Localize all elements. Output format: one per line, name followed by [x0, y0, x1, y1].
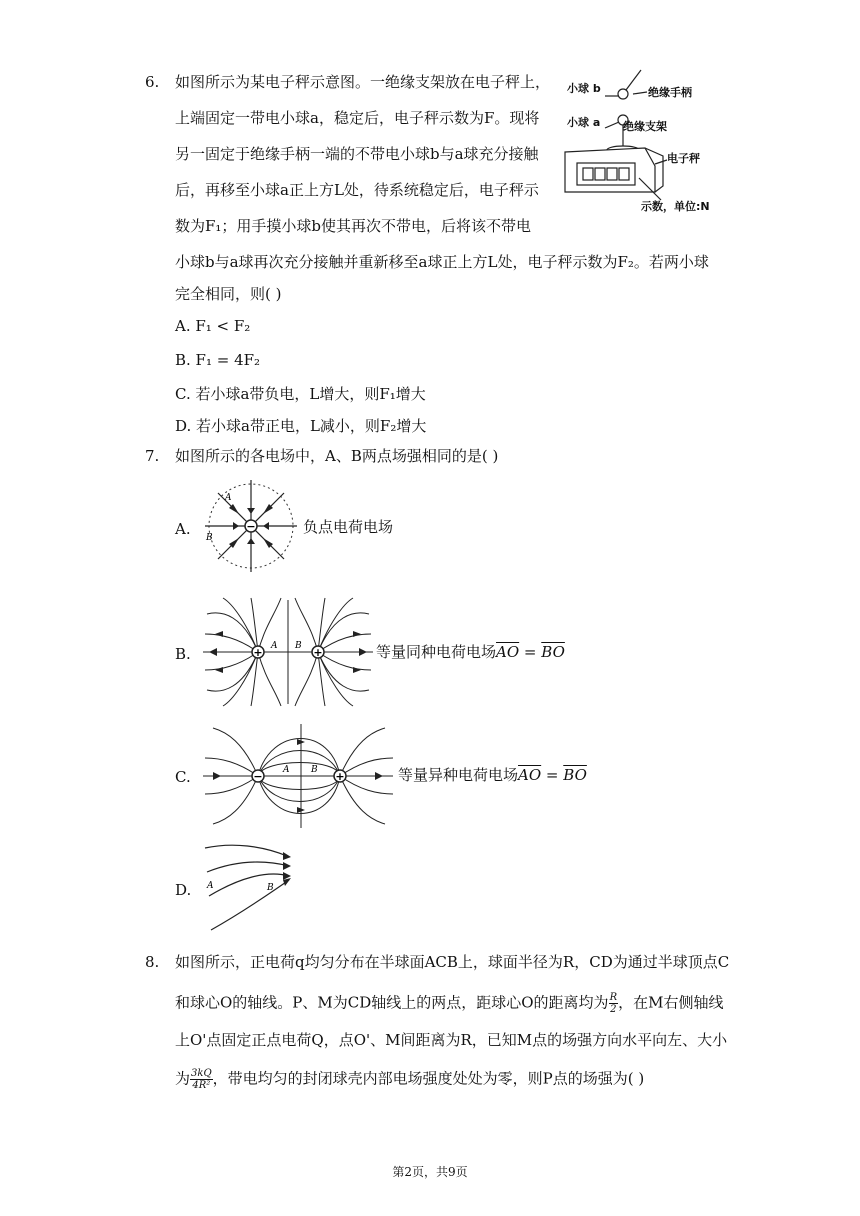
equals-sign: = — [541, 766, 564, 784]
overline-bo: $\overline{BO}$ — [541, 643, 565, 661]
point-a-label: A — [207, 881, 214, 891]
point-a-label: A — [225, 493, 232, 503]
plus-sign: + — [335, 770, 345, 783]
q6-line: 后，再移至小球a正上方L处，待系统稳定后，电子秤示 — [175, 181, 539, 199]
overline-bo: $\overline{BO}$ — [563, 766, 587, 784]
point-b-label: B — [295, 641, 302, 651]
q8-line-2 — [175, 992, 723, 1015]
q6-line: 上端固定一带电小球a，稳定后，电子秤示数为F。现将 — [175, 109, 540, 127]
curved-field-drawing — [203, 838, 295, 936]
plus-sign: + — [253, 646, 263, 659]
q8-line: 上O'点固定正点电荷Q，点O'、M间距离为R，已知M点的场强方向水平向左、大小 — [175, 1031, 728, 1049]
label-ball-b: 小球 b — [567, 82, 601, 95]
q6-option-c: C. 若小球a带负电，L增大，则F₁增大 — [175, 385, 426, 403]
fraction-numerator: R — [609, 992, 618, 1003]
q7-option-c-letter: C. — [175, 768, 191, 786]
minus-sign: − — [253, 770, 263, 783]
q8-line-4 — [175, 1068, 644, 1091]
q6-option-a: A. F₁ < F₂ — [175, 317, 251, 335]
q6-line: 如图所示为某电子秤示意图。一绝缘支架放在电子秤上， — [175, 73, 551, 91]
label-handle: 绝缘手柄 — [648, 86, 692, 99]
q7-option-a-letter: A. — [175, 520, 191, 538]
point-b-label: B — [206, 533, 213, 543]
q6-line: 另一固定于绝缘手柄一端的不带电小球b与a球充分接触 — [175, 145, 539, 163]
fraction-denominator: 4R² — [192, 1080, 211, 1091]
q6-line: 完全相同，则( ) — [175, 285, 282, 303]
q7-option-b-letter: B. — [175, 645, 191, 663]
q8-number: 8. — [145, 953, 160, 971]
point-b-label: B — [311, 765, 318, 775]
label-support: 绝缘支架 — [623, 120, 667, 133]
q8-line-2-tail: ，在M右侧轴线 — [618, 993, 724, 1012]
q8-line: 如图所示，正电荷q均匀分布在半球面ACB上，球面半径为R，CD为通过半球顶点C — [175, 953, 730, 971]
overline-ao: $\overline{AO}$ — [518, 766, 542, 784]
q6-line: 数为F₁；用手摸小球b使其再次不带电，后将该不带电 — [175, 217, 532, 235]
q8-line-4-tail: ，带电均匀的封闭球壳内部电场强度处处为零，则P点的场强为( ) — [212, 1069, 645, 1088]
negative-charge-field-figure — [203, 478, 299, 574]
q7-option-d-letter: D. — [175, 881, 192, 899]
caption-negative-charge: 负点电荷电场 — [303, 518, 394, 536]
fraction-r-over-2 — [609, 992, 619, 1015]
plus-sign: + — [313, 646, 323, 659]
fraction-3kq-over-4r2 — [190, 1068, 213, 1091]
q7-number: 7. — [145, 447, 160, 465]
equals-sign: = — [519, 643, 542, 661]
caption-like-charges — [376, 642, 565, 662]
unlike-charges-field-figure — [203, 722, 393, 830]
page-footer: 第2页，共9页 — [392, 1165, 468, 1179]
q6-line: 小球b与a球再次充分接触并重新移至a球正上方L处，电子秤示数为F₂。若两小球 — [175, 253, 709, 271]
point-b-label: B — [267, 883, 274, 893]
q7-stem: 如图所示的各电场中，A、B两点场强相同的是( ) — [175, 447, 499, 465]
minus-sign: − — [246, 520, 256, 533]
caption-unlike-charges — [398, 765, 587, 785]
point-a-label: A — [283, 765, 290, 775]
caption-like-charges-text: 等量同种电荷电场 — [376, 643, 497, 661]
overline-ao: $\overline{AO}$ — [496, 643, 520, 661]
q8-line-2-text: 和球心O的轴线。P、M为CD轴线上的两点，距球心O的距离均为 — [175, 993, 609, 1012]
fraction-denominator: 2 — [610, 1004, 617, 1015]
point-a-label: A — [271, 641, 278, 651]
like-charges-field-drawing — [203, 596, 373, 708]
q8-line-4-text: 为 — [175, 1069, 191, 1088]
label-reading: 示数，单位:N — [641, 200, 710, 213]
fraction-numerator: 3kQ — [191, 1068, 212, 1079]
caption-unlike-charges-text: 等量异种电荷电场 — [398, 766, 519, 784]
q6-number: 6. — [145, 73, 160, 91]
like-charges-field-figure — [203, 596, 373, 708]
unlike-charges-field-drawing — [203, 722, 393, 830]
label-ball-a: 小球 a — [567, 116, 601, 129]
q6-option-b: B. F₁ = 4F₂ — [175, 351, 261, 369]
negative-charge-field-drawing — [203, 478, 299, 574]
label-scale: 电子秤 — [667, 152, 700, 165]
electronic-scale-figure — [555, 62, 730, 212]
curved-field-figure — [203, 838, 295, 936]
q6-option-d: D. 若小球a带正电，L减小，则F₂增大 — [175, 417, 427, 435]
